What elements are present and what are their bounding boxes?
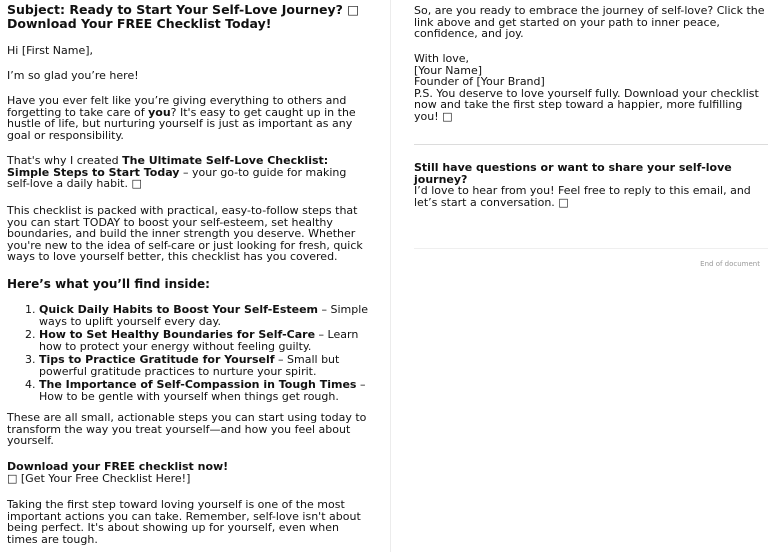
paragraph-3: This checklist is packed with practical, easy-to-follow steps that you can start TODAY to boost your self-esteem, set healthy boundaries, and build the inner strength you deserve. Whether you're new to the idea of self-care or just looking for fresh, quick ways to love yourself better, this checklist has you covered. [7, 204, 363, 263]
subject-heading [7, 3, 359, 31]
p2-text-b: – your go-to guide for making self-love a daily habit. □ [7, 165, 347, 190]
faq-block [414, 162, 768, 208]
faq-heading: Still have questions or want to share your self-love journey? [414, 161, 732, 186]
postscript: P.S. You deserve to love yourself fully. Download your checklist now and take the first step toward a happier, more fulfilling you! □ [414, 86, 759, 123]
checklist-contents [7, 304, 369, 404]
subject-line-1: Subject: Ready to Start Your Self-Love Journey? □ [7, 2, 360, 17]
paragraph-5: Taking the first step toward loving yourself is one of the most important actions you can take. Remember, self-love isn't about being perfect. It's about showing up for yourself, even when times are tough. [7, 498, 361, 546]
cta-link[interactable]: □ [Get Your Free Checklist Here!] [7, 471, 191, 485]
list-item-desc: – How to be gentle with yourself when things get rough. [39, 378, 366, 403]
list-heading: Here’s what you’ll find inside: [7, 277, 210, 291]
paragraph-4: These are all small, actionable steps you can start using today to transform the way you treat yourself—and how you feel about yourself. [7, 411, 367, 447]
p2-text-a: That's why I created [7, 154, 123, 167]
list-item-title: Tips to Practice Gratitude for Yourself [39, 353, 275, 366]
paragraph-2 [7, 155, 369, 190]
section-divider [414, 144, 768, 145]
list-item-title: The Importance of Self-Compassion in Tough Times [39, 378, 357, 391]
signature-block [414, 53, 768, 122]
greeting: Hi [First Name], [7, 44, 94, 57]
p2-bold: The Ultimate Self-Love Checklist: Simple Steps to Start Today [7, 154, 329, 179]
signoff: With love, [414, 52, 470, 65]
list-item-desc: – Simple ways to uplift yourself every day. [39, 303, 369, 328]
signature-name: [Your Name] [414, 63, 483, 77]
column-divider [390, 0, 391, 552]
signature-title: Founder of [Your Brand] [414, 75, 545, 88]
list-item-desc: – Learn how to protect your energy without feeling guilty. [39, 328, 359, 353]
paragraph-1 [7, 95, 369, 141]
list-item-title: Quick Daily Habits to Boost Your Self-Esteem [39, 303, 319, 316]
list-item [39, 354, 369, 377]
list-item [39, 304, 369, 327]
cta-heading: Download your FREE checklist now! [7, 460, 229, 473]
p1-bold: you [148, 105, 171, 119]
list-item-desc: – Small but powerful gratitude practices to nurture your spirit. [39, 353, 340, 378]
cta-block [7, 461, 369, 484]
list-item [39, 329, 369, 352]
p1-text-b: ? It's easy to get caught up in the hustle of life, but nurturing yourself is just as important as any goal or responsibility. [7, 105, 356, 142]
list-item-title: How to Set Healthy Boundaries for Self-Care [39, 328, 316, 341]
end-of-document-label: End of document [700, 260, 760, 268]
list-item [39, 379, 369, 402]
closing-paragraph: So, are you ready to embrace the journey of self-love? Click the link above and get started on your path to inner peace, confidence, and joy. [414, 4, 765, 40]
subject-line-2: Download Your FREE Checklist Today! [7, 16, 272, 31]
p1-text-a: Have you ever felt like you’re giving everything to others and forgetting to take care of [7, 94, 347, 119]
intro-line: I’m so glad you’re here! [7, 69, 139, 82]
end-divider [414, 248, 768, 249]
faq-text: I’d love to hear from you! Feel free to reply to this email, and let’s start a conversation. □ [414, 184, 751, 209]
